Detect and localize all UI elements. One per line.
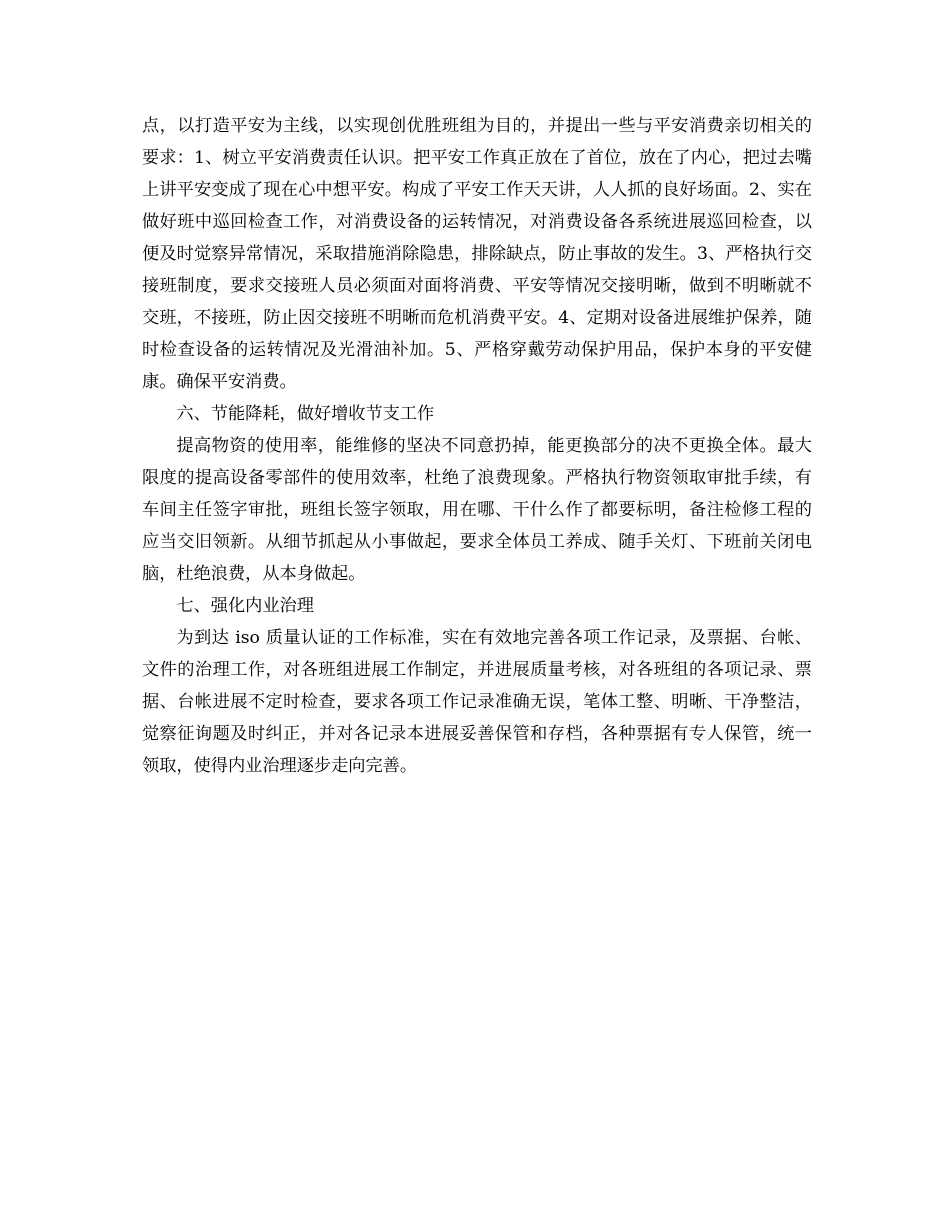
body-paragraph-internal-management: 为到达 iso 质量认证的工作标准，实在有效地完善各项工作记录，及票据、台帐、文件的治理工作，对各班组进展工作制定，并进展质量考核，对各班组的各项记录、票据、台帐进展不定时检查，要求各项工作记录准确无误，笔体工整、明晰、干净整洁，觉察征询题及时纠正，并对各记录本进展妥善保管和存档，各种票据有专人保管，统一领取，使得内业治理逐步走向完善。 xyxy=(142,628,812,776)
section-heading-7: 七、强化内业治理 xyxy=(176,596,314,616)
section-heading-6: 六、节能降耗，做好增收节支工作 xyxy=(176,404,435,424)
body-paragraph-continuation: 点，以打造平安为主线，以实现创优胜班组为目的，并提出一些与平安消费亲切相关的要求：1、树立平安消费责任认识。把平安工作真正放在了首位，放在了内心，把过去嘴上讲平安变成了现在心中想平安。构成了平安工作天天讲，人人抓的良好场面。2、实在做好班中巡回检查工作，对消费设备的运转情况，对消费设备各系统进展巡回检查，以便及时觉察异常情况，采取措施消除隐患，排除缺点，防止事故的发生。3、严格执行交接班制度，要求交接班人员必须面对面将消费、平安等情况交接明晰，做到不明晰就不交班，不接班，防止因交接班不明晰而危机消费平安。4、定期对设备进展维护保养，随时检查设备的运转情况及光滑油补加。5、严格穿戴劳动保护用品，保护本身的平安健康。确保平安消费。 xyxy=(142,116,812,392)
body-paragraph-energy-saving: 提高物资的使用率，能维修的坚决不同意扔掉，能更换部分的决不更换全体。最大限度的提高设备零部件的使用效率，杜绝了浪费现象。严格执行物资领取审批手续，有车间主任签字审批，班组长签字领取，用在哪、干什么作了都要标明，备注检修工程的应当交旧领新。从细节抓起从小事做起，要求全体员工养成、随手关灯、下班前关闭电脑，杜绝浪费，从本身做起。 xyxy=(142,436,812,584)
document-page xyxy=(142,110,812,782)
